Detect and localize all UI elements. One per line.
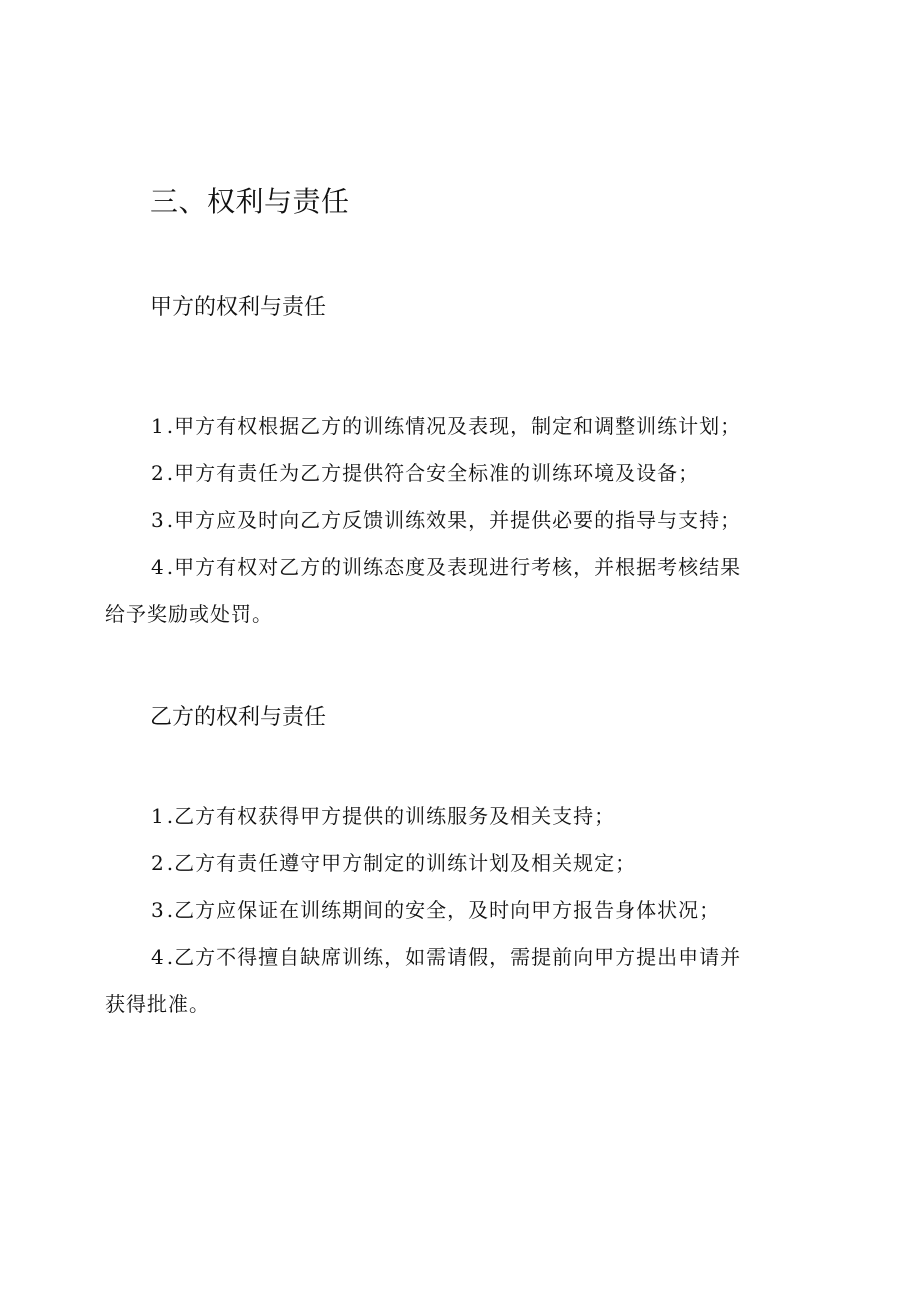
item-text: .甲方有责任为乙方提供符合安全标准的训练环境及设备； [166,461,700,485]
list-item [105,840,825,887]
item-text: .乙方有权获得甲方提供的训练服务及相关支持； [166,804,616,828]
item-number: 4 [151,945,167,969]
item-number: 3 [151,898,167,922]
list-item [105,934,825,1028]
item-text: .甲方有权对乙方的训练态度及表现进行考核，并根据考核结果 [166,555,742,579]
item-number: 2 [151,851,167,875]
item-number: 3 [151,508,167,532]
list-item [105,793,825,840]
list-item [105,887,825,934]
item-text-continuation: 获得批准。 [105,992,210,1016]
item-text-continuation: 给予奖励或处罚。 [105,602,273,626]
party-b-heading: 乙方的权利与责任 [150,705,327,730]
item-number: 4 [151,555,167,579]
list-item [105,497,825,544]
party-b-list [105,793,825,1028]
item-text: .甲方应及时向乙方反馈训练效果，并提供必要的指导与支持； [166,508,742,532]
section-title: 三、权利与责任 [150,185,350,218]
item-text: .乙方应保证在训练期间的安全，及时向甲方报告身体状况； [166,898,721,922]
list-item [105,450,825,497]
item-number: 1 [151,414,167,438]
party-a-list [105,403,825,638]
list-item [105,544,825,638]
item-number: 2 [151,461,167,485]
item-text: .甲方有权根据乙方的训练情况及表现，制定和调整训练计划； [166,414,742,438]
party-a-heading: 甲方的权利与责任 [150,295,327,320]
item-text: .乙方有责任遵守甲方制定的训练计划及相关规定； [166,851,637,875]
item-text: .乙方不得擅自缺席训练，如需请假，需提前向甲方提出申请并 [166,945,742,969]
list-item [105,403,825,450]
item-number: 1 [151,804,167,828]
